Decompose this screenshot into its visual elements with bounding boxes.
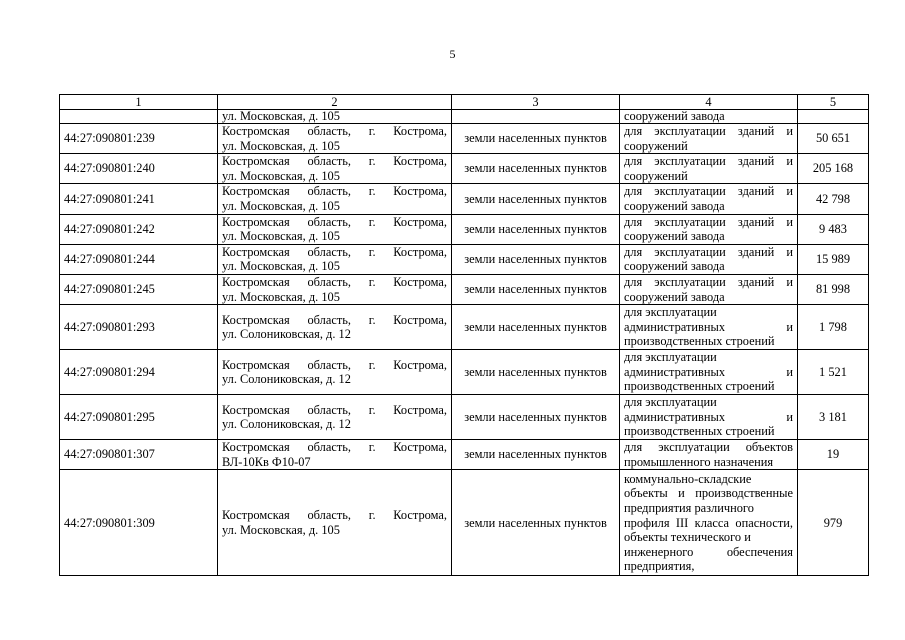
address-cell [218,305,452,350]
permitted-use-line: коммунально-складские [624,471,752,486]
permitted-use-line: производственных строений [624,424,775,439]
table-row [60,244,869,274]
permitted-use-line: для эксплуатации зданий и [624,184,793,199]
permitted-use-line: для эксплуатации зданий и [624,154,793,169]
area-cell: 3 181 [798,395,869,440]
permitted-use-cell [620,154,798,184]
permitted-use-line: для эксплуатации [624,395,717,410]
permitted-use-line: для эксплуатации зданий и [624,244,793,259]
land-category-cell: земли населенных пунктов [452,440,620,470]
permitted-use-cell [620,184,798,214]
address-line: ул. Солониковская, д. 12 [222,372,351,387]
column-header: 4 [620,95,798,110]
address-line: Костромская область, г. Кострома, [222,154,447,169]
permitted-use-line: для эксплуатации зданий и [624,274,793,289]
permitted-use-line: административных и [624,409,793,424]
table-row [60,184,869,214]
permitted-use-line: сооружений завода [624,198,725,213]
land-category-cell: земли населенных пунктов [452,350,620,395]
area-cell: 9 483 [798,214,869,244]
address-line: Костромская область, г. Кострома, [222,402,447,417]
address-cell [218,110,452,124]
address-line: ул. Московская, д. 105 [222,138,340,153]
permitted-use-line: для эксплуатации зданий и [624,214,793,229]
address-cell [218,350,452,395]
cadastral-number-cell: 44:27:090801:309 [60,470,218,576]
cadastral-number-cell [60,110,218,124]
address-line: Костромская область, г. Кострома, [222,124,447,138]
permitted-use-line: профиля III класса опасности, [624,515,793,530]
address-line: ул. Московская, д. 105 [222,168,340,183]
permitted-use-line: объекты технического и [624,530,751,545]
cadastral-number-cell: 44:27:090801:241 [60,184,218,214]
land-plots-table [59,94,869,576]
permitted-use-line: сооружений завода [624,109,725,123]
permitted-use-line: для эксплуатации [624,350,717,365]
address-cell [218,395,452,440]
permitted-use-line: административных и [624,364,793,379]
address-line: Костромская область, г. Кострома, [222,274,447,289]
table-row [60,305,869,350]
area-cell: 50 651 [798,124,869,154]
cadastral-number-cell: 44:27:090801:244 [60,244,218,274]
address-line: ул. Солониковская, д. 12 [222,417,351,432]
column-header: 5 [798,95,869,110]
address-line: Костромская область, г. Кострома, [222,508,447,523]
land-category-cell: земли населенных пунктов [452,274,620,304]
address-line: Костромская область, г. Кострома, [222,244,447,259]
address-cell [218,244,452,274]
land-category-cell [452,110,620,124]
permitted-use-cell [620,274,798,304]
address-cell [218,184,452,214]
address-cell [218,470,452,576]
table-row [60,440,869,470]
permitted-use-cell [620,440,798,470]
land-category-cell: земли населенных пунктов [452,305,620,350]
land-category-cell: земли населенных пунктов [452,124,620,154]
cadastral-number-cell: 44:27:090801:307 [60,440,218,470]
area-cell: 205 168 [798,154,869,184]
permitted-use-line: сооружений [624,168,688,183]
permitted-use-line: административных и [624,319,793,334]
permitted-use-line: производственных строений [624,334,775,349]
cadastral-number-cell: 44:27:090801:239 [60,124,218,154]
permitted-use-line: производственных строений [624,379,775,394]
permitted-use-line: объекты и производственные [624,486,793,501]
continuation-row [60,110,869,124]
table-header-row [60,95,869,110]
address-line: ул. Московская, д. 105 [222,259,340,274]
permitted-use-cell [620,110,798,124]
table-row [60,154,869,184]
area-cell: 979 [798,470,869,576]
area-cell: 42 798 [798,184,869,214]
address-line: Костромская область, г. Кострома, [222,214,447,229]
column-header: 1 [60,95,218,110]
address-line: ВЛ-10Кв Ф10-07 [222,454,311,469]
area-cell [798,110,869,124]
table-row [60,124,869,154]
permitted-use-line: для эксплуатации объектов [624,440,793,455]
permitted-use-line: сооружений [624,138,688,153]
land-category-cell: земли населенных пунктов [452,214,620,244]
permitted-use-line: сооружений завода [624,259,725,274]
land-category-cell: земли населенных пунктов [452,154,620,184]
table-row [60,470,869,576]
permitted-use-line: предприятия, [624,559,695,574]
address-line: ул. Московская, д. 105 [222,522,340,537]
permitted-use-cell [620,124,798,154]
cadastral-number-cell: 44:27:090801:242 [60,214,218,244]
address-line: ул. Московская, д. 105 [222,289,340,304]
table-row [60,274,869,304]
address-line: ул. Московская, д. 105 [222,229,340,244]
permitted-use-line: для эксплуатации зданий и [624,124,793,138]
cadastral-number-cell: 44:27:090801:245 [60,274,218,304]
column-header: 2 [218,95,452,110]
column-header: 3 [452,95,620,110]
permitted-use-line: предприятия различного [624,500,754,515]
land-category-cell: земли населенных пунктов [452,184,620,214]
land-category-cell: земли населенных пунктов [452,470,620,576]
address-line: ул. Московская, д. 105 [222,198,340,213]
page-number: 5 [449,47,456,61]
area-cell: 1 521 [798,350,869,395]
address-line: Костромская область, г. Кострома, [222,357,447,372]
permitted-use-cell [620,350,798,395]
table-row [60,395,869,440]
permitted-use-cell [620,395,798,440]
address-line: Костромская область, г. Кострома, [222,440,447,455]
permitted-use-line: для эксплуатации [624,305,717,320]
cadastral-number-cell: 44:27:090801:295 [60,395,218,440]
permitted-use-cell [620,470,798,576]
permitted-use-cell [620,244,798,274]
area-cell: 1 798 [798,305,869,350]
cadastral-number-cell: 44:27:090801:240 [60,154,218,184]
permitted-use-line: инженерного обеспечения [624,544,793,559]
permitted-use-line: промышленного назначения [624,454,774,469]
land-category-cell: земли населенных пунктов [452,244,620,274]
cadastral-number-cell: 44:27:090801:293 [60,305,218,350]
permitted-use-cell [620,214,798,244]
permitted-use-cell [620,305,798,350]
permitted-use-line: сооружений завода [624,289,725,304]
address-cell [218,440,452,470]
address-cell [218,124,452,154]
address-line: ул. Московская, д. 105 [222,109,340,123]
cadastral-number-cell: 44:27:090801:294 [60,350,218,395]
table-row [60,214,869,244]
area-cell: 15 989 [798,244,869,274]
address-line: Костромская область, г. Кострома, [222,184,447,199]
address-cell [218,274,452,304]
address-cell [218,214,452,244]
permitted-use-line: сооружений завода [624,229,725,244]
land-category-cell: земли населенных пунктов [452,395,620,440]
address-line: ул. Солониковская, д. 12 [222,327,351,342]
table-row [60,350,869,395]
address-line: Костромская область, г. Кострома, [222,312,447,327]
area-cell: 81 998 [798,274,869,304]
area-cell: 19 [798,440,869,470]
address-cell [218,154,452,184]
